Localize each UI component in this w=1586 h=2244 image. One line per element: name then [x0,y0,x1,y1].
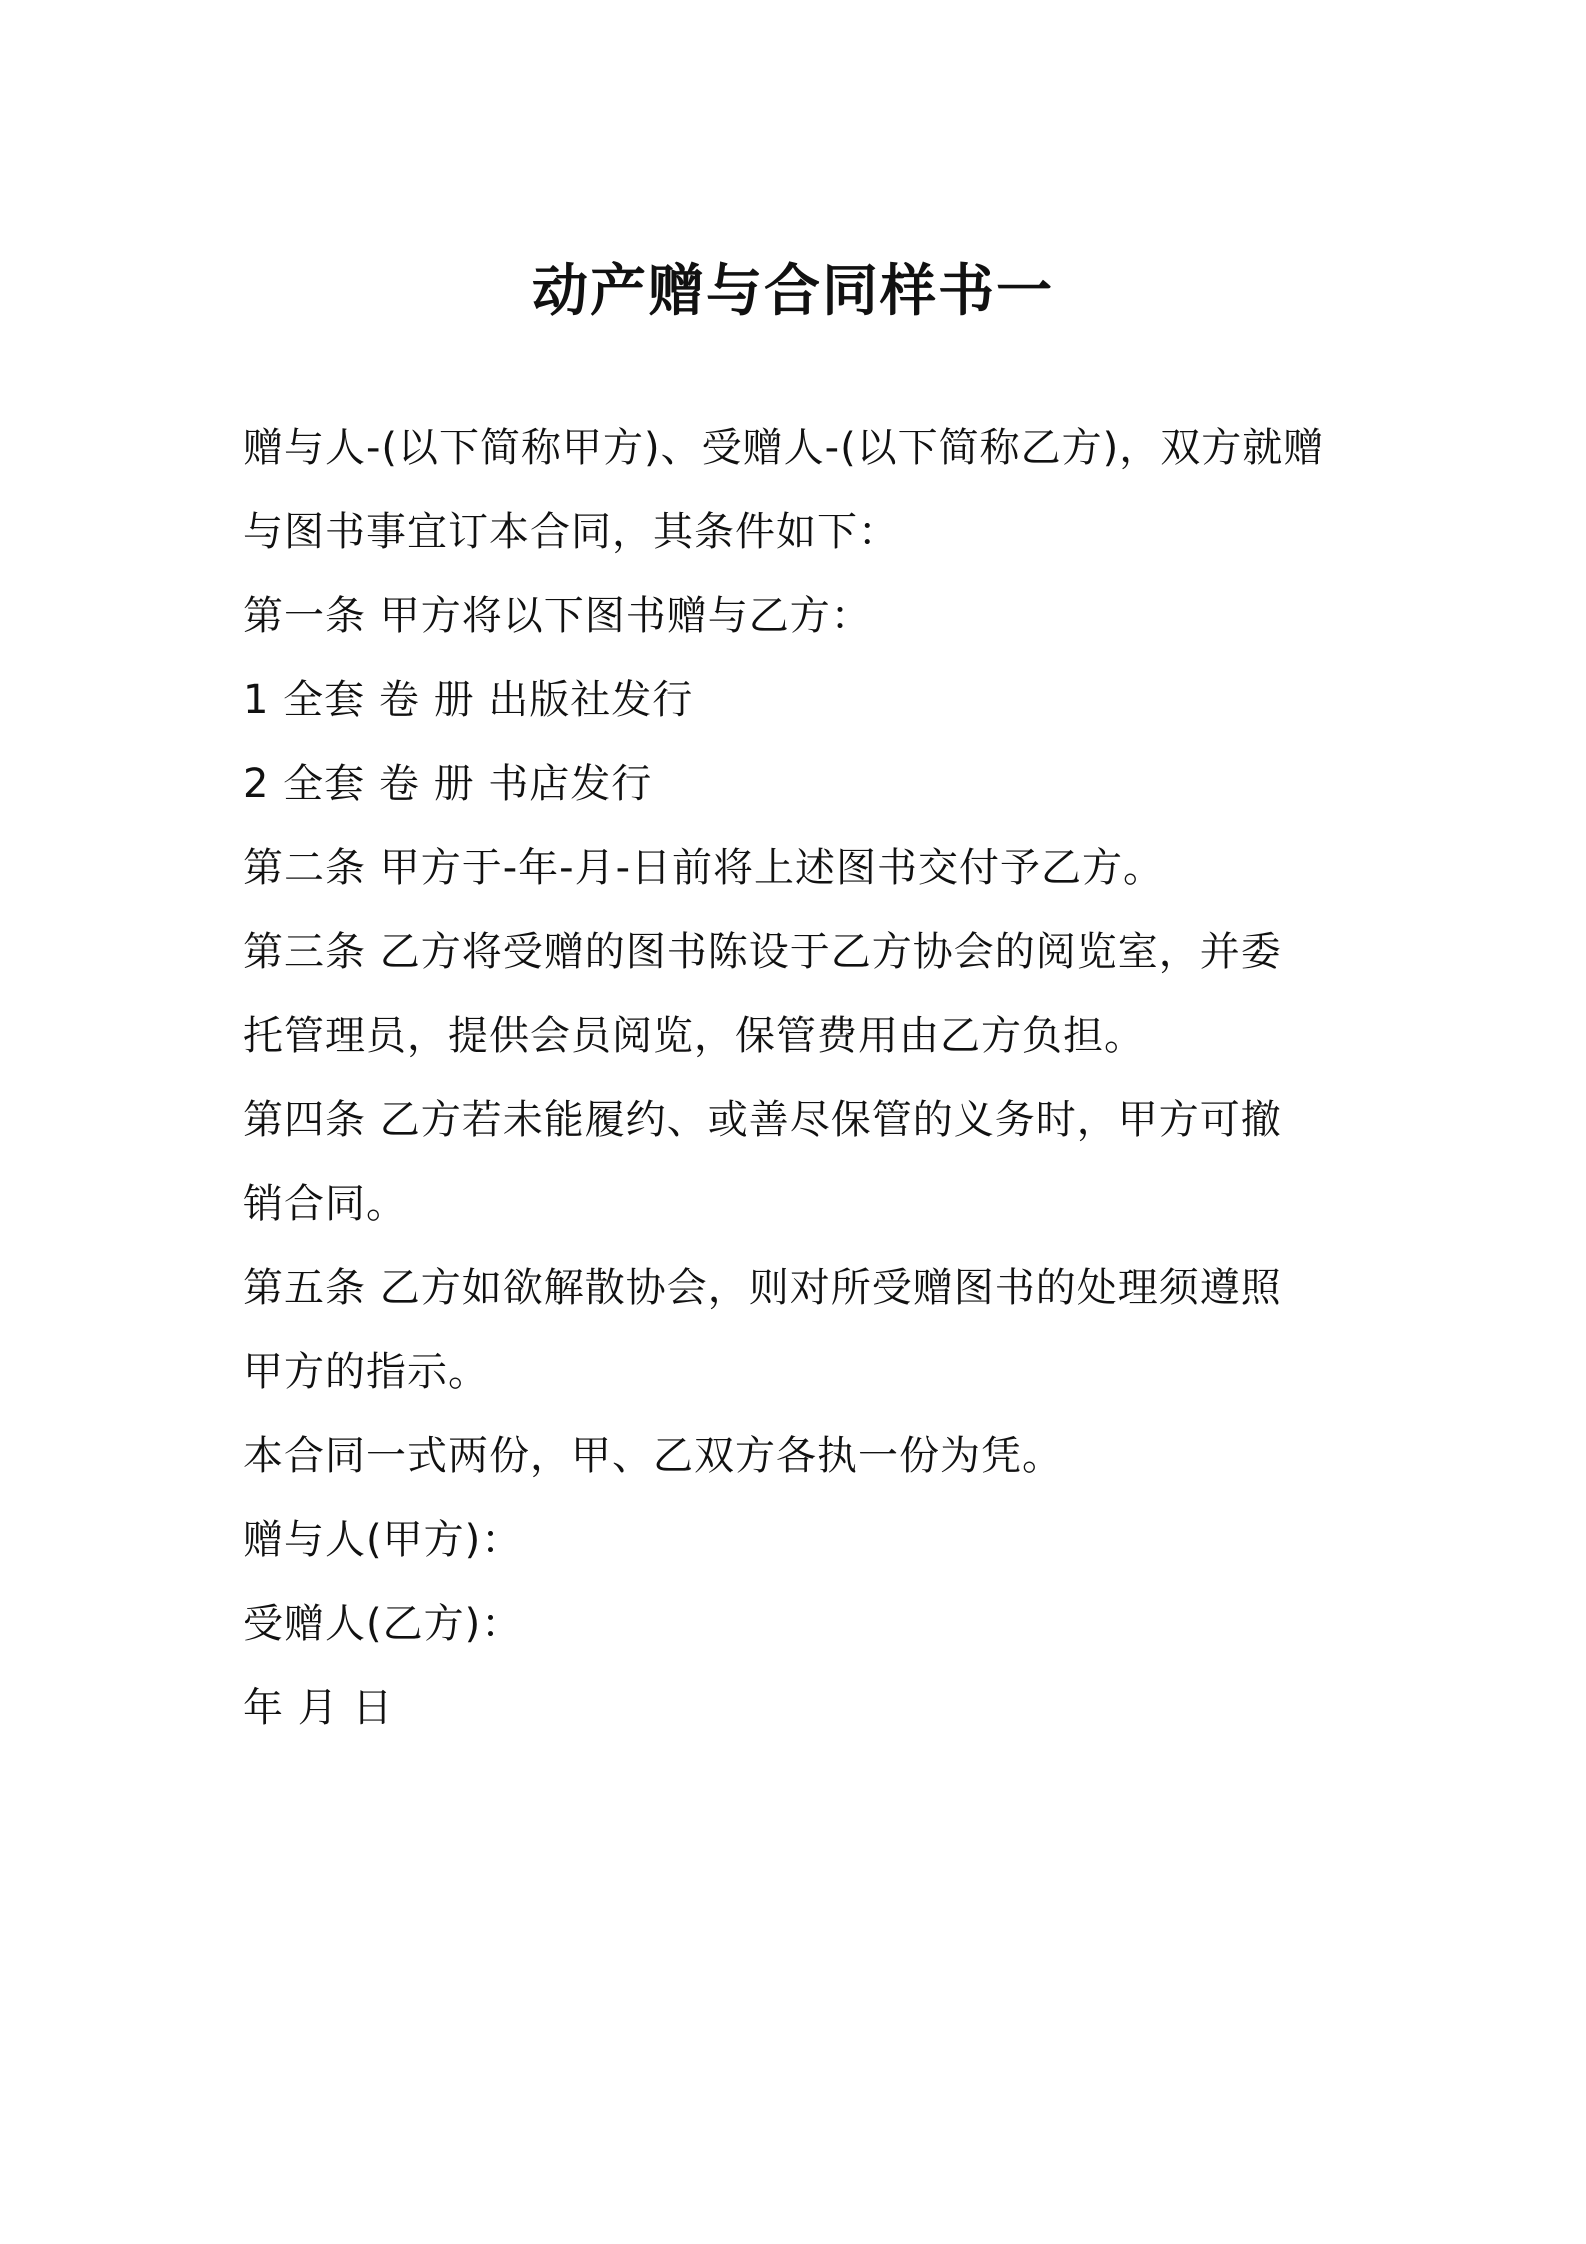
article-line: 第一条 甲方将以下图书赠与乙方： [243,593,872,639]
paragraph-line: 赠与人-(以下简称甲方)、受赠人-(以下简称乙方)，双方就赠 [243,425,1325,471]
article-line: 第四条 乙方若未能履约、或善尽保管的义务时，甲方可撤 [243,1097,1282,1143]
donor-signature-line: 赠与人(甲方)： [243,1517,523,1563]
donee-signature-line: 受赠人(乙方)： [243,1601,523,1647]
article-line: 第三条 乙方将受赠的图书陈设于乙方协会的阅览室，并委 [243,929,1282,975]
list-item: 2 全套 卷 册 书店发行 [243,761,653,807]
document-title: 动产赠与合同样书一 [532,259,1054,324]
article-line: 第二条 甲方于-年-月-日前将上述图书交付予乙方。 [243,845,1165,891]
document-body [243,406,1363,1750]
paragraph-line: 与图书事宜订本合同，其条件如下： [243,509,899,555]
date-line: 年 月 日 [243,1685,394,1731]
article-line: 托管理员，提供会员阅览，保管费用由乙方负担。 [243,1013,1145,1059]
article-line: 甲方的指示。 [243,1349,489,1395]
list-item: 1 全套 卷 册 出版社发行 [243,677,694,723]
article-line: 销合同。 [243,1181,407,1227]
closing-line: 本合同一式两份，甲、乙双方各执一份为凭。 [243,1433,1063,1479]
article-line: 第五条 乙方如欲解散协会，则对所受赠图书的处理须遵照 [243,1265,1282,1311]
